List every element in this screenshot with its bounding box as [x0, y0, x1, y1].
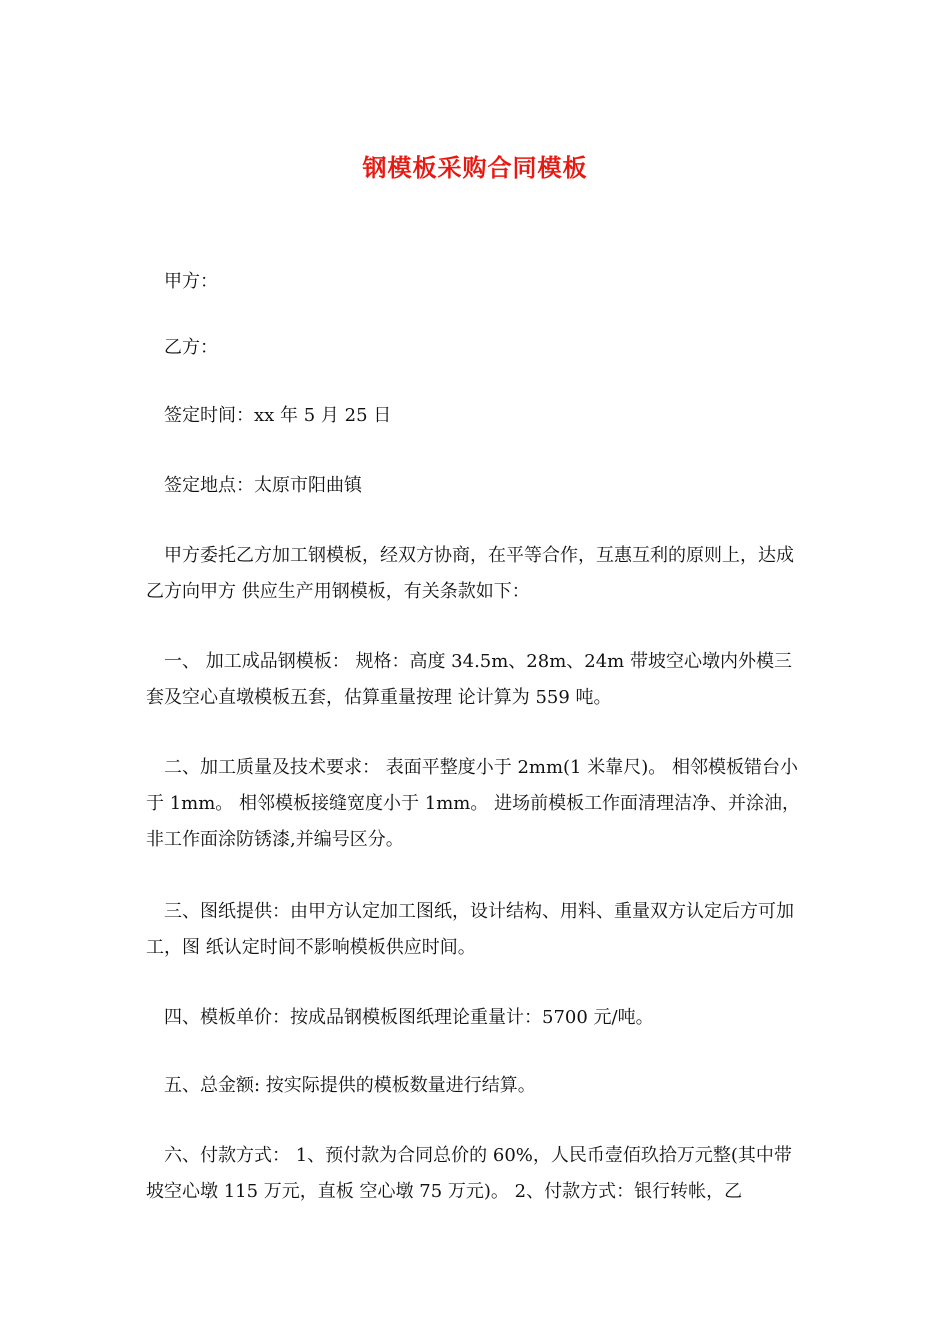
- clause-3-paragraph: 三、图纸提供：由甲方认定加工图纸，设计结构、用料、重量双方认定后方可加工，图 纸认定时间不影响模板供应时间。: [146, 901, 794, 958]
- signing-place-line: 签定地点：太原市阳曲镇: [164, 475, 362, 496]
- clause-1-paragraph: 一、 加工成品钢模板： 规格：高度 34.5m、28m、24m 带坡空心墩内外模三套及空心直墩模板五套，估算重量按理 论计算为 559 吨。: [146, 651, 792, 708]
- party-a-line: 甲方：: [164, 271, 218, 292]
- clause-2-paragraph: 二、加工质量及技术要求： 表面平整度小于 2mm(1 米靠尺)。 相邻模板错台小于 1mm。 相邻模板接缝宽度小于 1mm。 进场前模板工作面清理洁净、并涂油，非工作面涂防锈漆,并编号区分。: [146, 757, 801, 850]
- clause-6-paragraph: 六、付款方式： 1、预付款为合同总价的 60%，人民币壹佰玖拾万元整(其中带坡空心墩 115 万元，直板 空心墩 75 万元)。 2、付款方式：银行转帐，乙: [146, 1145, 792, 1202]
- signing-date-line: 签定时间：xx 年 5 月 25 日: [164, 405, 392, 426]
- party-b-line: 乙方：: [164, 337, 218, 358]
- intro-paragraph: 甲方委托乙方加工钢模板，经双方协商，在平等合作，互惠互利的原则上，达成乙方向甲方 供应生产用钢模板，有关条款如下：: [146, 545, 794, 602]
- document-title: 钢模板采购合同模板: [362, 154, 588, 182]
- clause-4-paragraph: 四、模板单价：按成品钢模板图纸理论重量计：5700 元/吨。: [164, 1007, 654, 1028]
- clause-5-paragraph: 五、总金额: 按实际提供的模板数量进行结算。: [164, 1075, 536, 1096]
